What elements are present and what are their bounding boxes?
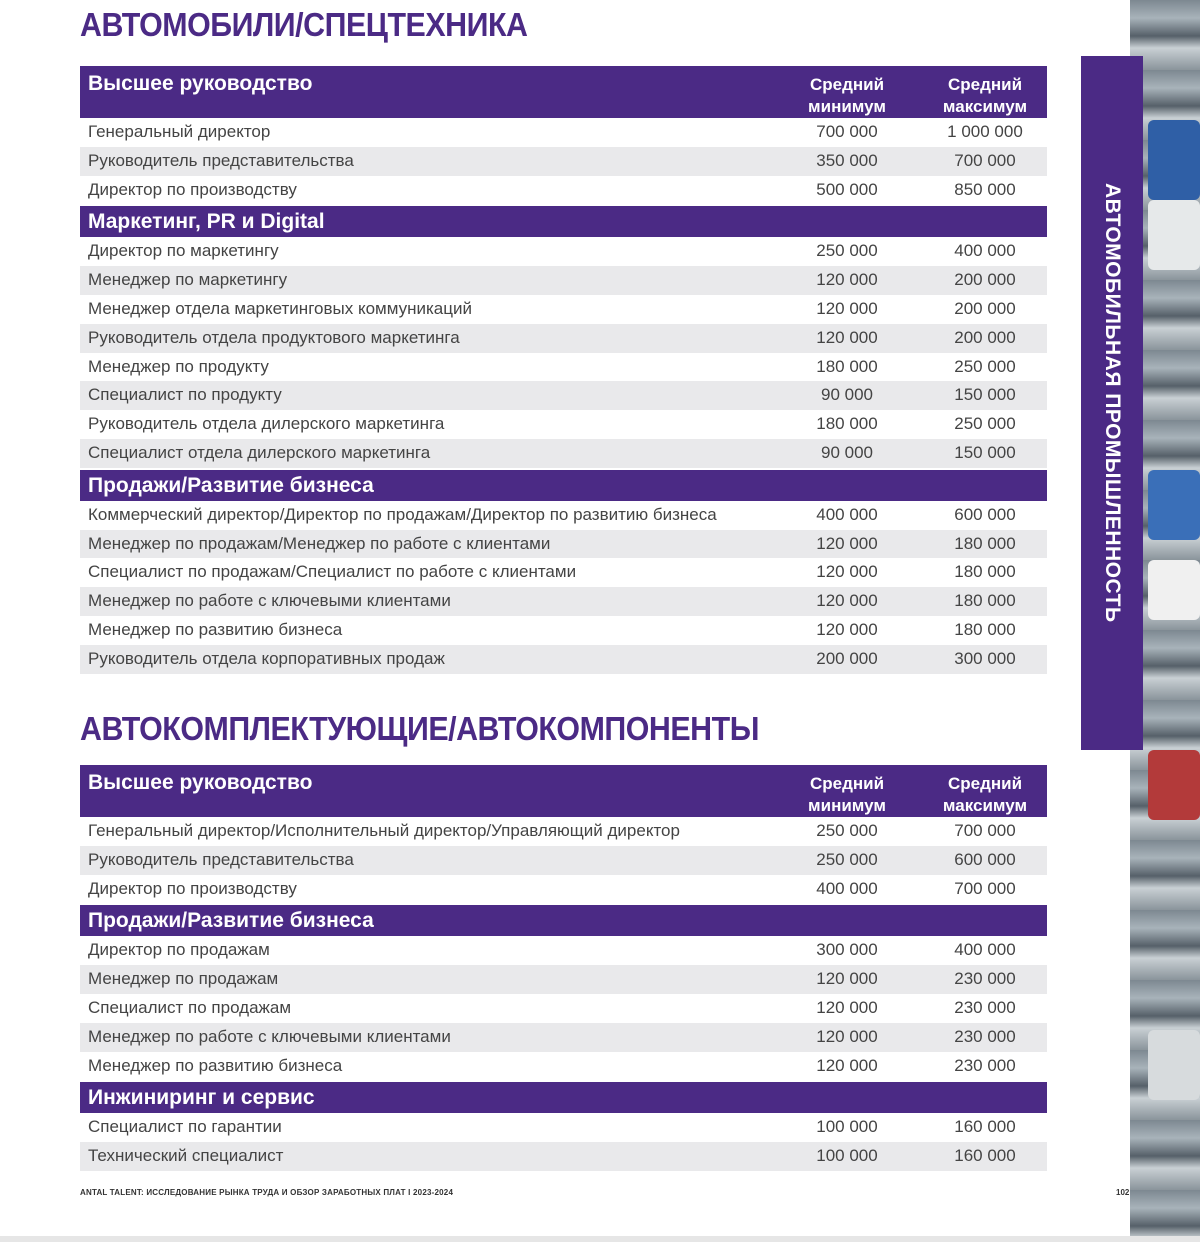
salary-min: 700 000 [816,122,878,141]
table-row [80,616,1047,645]
section-title-1: АВТОМОБИЛИ/СПЕЦТЕХНИКА [80,6,528,43]
side-tab-label: АВТОМОБИЛЬНАЯ ПРОМЫШЛЕННОСТЬ [1101,183,1124,623]
salary-min: 120 000 [816,533,878,553]
section-title-2: АВТОКОМПЛЕКТУЮЩИЕ/АВТОКОМПОНЕНТЫ [80,710,760,747]
table-row [80,1023,1047,1052]
table-header [80,765,1047,817]
position-name: Менеджер по маркетингу [88,270,288,290]
header-col-max: Средний максимум [942,75,1028,116]
table-row [80,237,1047,266]
table-row [80,176,1047,205]
salary-max: 180 000 [954,591,1016,611]
salary-max: 180 000 [954,562,1016,582]
position-name: Директор по продажам [88,940,270,960]
position-name: Директор по маркетингу [88,241,279,261]
footer-text: ANTAL TALENT: ИССЛЕДОВАНИЕ РЫНКА ТРУДА И ОБЗОР ЗАРАБОТНЫХ ПЛАТ I 2023-2024 [80,1188,454,1197]
salary-min: 400 000 [816,504,878,524]
header-title: Высшее руководство [88,72,313,95]
table-row [80,936,1047,965]
car-image [1148,1030,1200,1100]
table-row [80,295,1047,324]
position-name: Коммерческий директор/Директор по продажам/Директор по развитию бизнеса [88,504,717,524]
salary-min: 300 000 [816,940,878,960]
salary-max: 850 000 [954,179,1016,199]
position-name: Специалист по продукту [88,385,282,405]
table-row [80,530,1047,559]
group-header: Инжиниринг и сервис [80,1082,1047,1113]
table-row [80,147,1047,176]
table-row [80,994,1047,1023]
car-image [1148,560,1200,620]
salary-min: 180 000 [816,414,878,434]
group-header: Продажи/Развитие бизнеса [80,470,1047,501]
position-name: Руководитель представительства [88,849,354,869]
salary-max: 180 000 [954,533,1016,553]
table-row [80,846,1047,875]
salary-max: 200 000 [954,327,1016,347]
position-name: Руководитель отдела продуктового маркетинга [88,327,460,347]
position-name: Менеджер по работе с ключевыми клиентами [88,1026,451,1046]
position-name: Руководитель отдела дилерского маркетинга [88,414,445,434]
salary-max: 150 000 [954,442,1016,462]
position-name: Директор по производству [88,179,297,199]
position-name: Специалист по гарантии [88,1117,282,1137]
salary-max: 400 000 [954,241,1016,261]
car-image [1148,120,1200,200]
salary-min: 120 000 [816,298,878,318]
salary-max: 230 000 [954,1055,1016,1075]
position-name: Директор по производству [88,878,297,898]
salary-max: 1 000 000 [947,122,1023,141]
header-col-min: Средний минимум [808,75,886,116]
position-name: Менеджер по развитию бизнеса [88,619,343,639]
table-row [80,1142,1047,1171]
salary-max: 160 000 [954,1146,1016,1166]
header-col-max: Средний максимум [942,774,1028,815]
table-row [80,266,1047,295]
divider [0,1236,1200,1242]
position-name: Генеральный директор/Исполнительный директор/Управляющий директор [88,821,680,840]
salary-min: 90 000 [821,442,873,462]
salary-min: 120 000 [816,969,878,989]
salary-max: 230 000 [954,997,1016,1017]
salary-min: 250 000 [816,821,878,840]
salary-max: 250 000 [954,414,1016,434]
car-image [1148,750,1200,820]
position-name: Генеральный директор [88,122,271,141]
salary-max: 200 000 [954,298,1016,318]
table-row [80,118,1047,147]
table-row [80,645,1047,674]
position-name: Технический специалист [88,1146,284,1166]
salary-max: 150 000 [954,385,1016,405]
car-image [1148,200,1200,270]
position-name: Менеджер по продажам/Менеджер по работе с клиентами [88,533,551,553]
table-row [80,353,1047,382]
salary-min: 100 000 [816,1117,878,1137]
position-name: Менеджер по продукту [88,356,269,376]
salary-max: 300 000 [954,648,1016,668]
salary-min: 120 000 [816,1026,878,1046]
salary-max: 250 000 [954,356,1016,376]
position-name: Менеджер по продажам [88,969,279,989]
position-name: Специалист отдела дилерского маркетинга [88,442,431,462]
salary-min: 120 000 [816,619,878,639]
header-col-min: Средний минимум [808,774,886,815]
salary-max: 700 000 [954,821,1016,840]
salary-max: 160 000 [954,1117,1016,1137]
salary-min: 500 000 [816,179,878,199]
table-row [80,1113,1047,1142]
salary-min: 120 000 [816,591,878,611]
table-row [80,1052,1047,1081]
position-name: Менеджер по развитию бизнеса [88,1055,343,1075]
salary-min: 90 000 [821,385,873,405]
position-name: Менеджер отдела маркетинговых коммуникаций [88,298,472,318]
table-row [80,558,1047,587]
salary-max: 180 000 [954,619,1016,639]
salary-max: 400 000 [954,940,1016,960]
salary-min: 180 000 [816,356,878,376]
position-name: Менеджер по работе с ключевыми клиентами [88,591,451,611]
salary-max: 200 000 [954,270,1016,290]
salary-min: 100 000 [816,1146,878,1166]
table-header [80,66,1047,118]
salary-min: 250 000 [816,849,878,869]
table-row [80,410,1047,439]
group-header: Продажи/Развитие бизнеса [80,905,1047,936]
salary-max: 600 000 [954,504,1016,524]
salary-table-2 [80,765,1047,1171]
page-number: 102 [1116,1188,1130,1197]
salary-max: 700 000 [954,150,1016,170]
table-row [80,439,1047,468]
salary-table-1 [80,66,1047,674]
salary-min: 200 000 [816,648,878,668]
side-tab [1081,56,1143,750]
position-name: Руководитель представительства [88,150,354,170]
salary-max: 600 000 [954,849,1016,869]
salary-min: 120 000 [816,1055,878,1075]
header-title: Высшее руководство [88,771,313,794]
table-row [80,587,1047,616]
salary-min: 120 000 [816,327,878,347]
salary-min: 120 000 [816,562,878,582]
salary-min: 120 000 [816,997,878,1017]
salary-min: 350 000 [816,150,878,170]
salary-min: 250 000 [816,241,878,261]
table-row [80,965,1047,994]
car-image [1148,470,1200,540]
table-row [80,875,1047,904]
salary-max: 230 000 [954,1026,1016,1046]
position-name: Специалист по продажам/Специалист по работе с клиентами [88,562,577,582]
position-name: Специалист по продажам [88,997,292,1017]
table-row [80,501,1047,530]
salary-min: 120 000 [816,270,878,290]
table-row [80,381,1047,410]
salary-max: 700 000 [954,878,1016,898]
group-header: Маркетинг, PR и Digital [80,206,1047,237]
salary-min: 400 000 [816,878,878,898]
position-name: Руководитель отдела корпоративных продаж [88,648,445,668]
table-row [80,324,1047,353]
table-row [80,817,1047,846]
salary-max: 230 000 [954,969,1016,989]
